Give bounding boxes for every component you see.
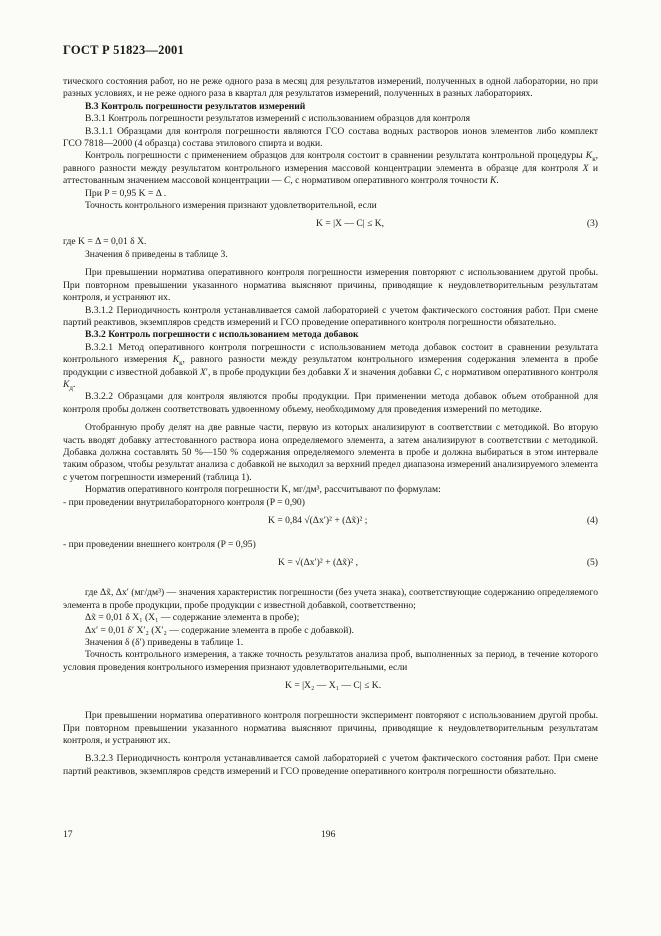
paragraph-b31: В.3.1 Контроль погрешности результатов измерений с использованием образцов для контроля xyxy=(85,113,471,125)
paragraph-exceed-2: При превышении норматива оперативного контроля погрешности эксперимент повторяют с использованием другой пробы. При повторном превышении указанного норматива выясняют причины, приводящие к неудовлетворительным результатам контроля, и устраняют их. xyxy=(63,710,598,747)
equation-5 xyxy=(63,551,598,581)
paragraph-norm: Норматив оперативного контроля погрешности K, мг/дм³, рассчитывают по формулам: xyxy=(85,484,441,496)
paragraph-b311: В.3.1.1 Образцами для контроля погрешности являются ГСО состава водных растворов ионов элементов либо комплект ГСО 7818—2000 (4 образца) состава этилового спирта и водки. xyxy=(63,125,598,150)
equation-6 xyxy=(63,674,598,704)
equation-3-body: K = |X — C| ≤ K, xyxy=(316,218,385,230)
paragraph-b312: В.3.1.2 Периодичность контроля устанавливается самой лабораторией с учетом фактического состояния работ. При смене партий реактивов, экземпляров средств измерений и ГСО проведение оперативного контроля погрешности обязательно. xyxy=(63,304,598,328)
paragraph-external: - при проведении внешнего контроля (P = 0,95) xyxy=(63,539,256,550)
paragraph-values-1: Значения δ приведены в таблице 3. xyxy=(85,248,228,260)
equation-5-body: K = √(Δx′)² + (Δx̃)² , xyxy=(278,557,358,569)
paragraph-b323: В.3.2.3 Периодичность контроля устанавливается самой лабораторией с учетом фактического состояния работ. При смене партий реактивов, экземпляров средств измерений и ГСО проведение оперативного контроля погрешности обязательно. xyxy=(63,753,598,777)
document-body xyxy=(63,76,598,778)
paragraph-exceed-1: При превышении норматива оперативного контроля погрешности измерения повторяют с использованием другой пробы. При повторном превышении указанного норматива выясняют причины, приводящие к неудовлетворительным результатам контроля, и устраняют их. xyxy=(63,267,598,304)
page-number-left: 17 xyxy=(63,829,73,840)
paragraph-accuracy-2: Точность контрольного измерения, а также точность результатов анализа проб, выполненных за период, в течение которого условия проведения контрольного измерения признают удовлетворительными, если xyxy=(63,649,598,673)
paragraph-values-2: Значения δ (δ′) приведены в таблице 1. xyxy=(85,637,244,649)
paragraph-internal: - при проведении внутрилабораторного контроля (P = 0,90) xyxy=(63,496,305,508)
paragraph-where-1: где K = Δ = 0,01 δ X. xyxy=(63,236,147,248)
equation-3 xyxy=(63,212,598,236)
paragraph-continuation: тического состояния работ, но не реже одного раза в месяц для результатов измерений, полученных в одной лаборатории, но при разных условиях, и не реже одного раза в квартал для результатов измерений, полученных в разных лабораториях. xyxy=(63,76,598,100)
standard-header: ГОСТ Р 51823—2001 xyxy=(63,43,184,57)
page-number-center: 196 xyxy=(321,829,336,840)
paragraph-accuracy-1: Точность контрольного измерения признают удовлетворительной, если xyxy=(85,200,377,212)
equation-4-number: (4) xyxy=(586,515,598,526)
equation-5-number: (5) xyxy=(586,557,598,569)
equation-6-body: K = |X₂ — X₁ — C| ≤ K. xyxy=(285,680,382,692)
equation-3-number: (3) xyxy=(586,218,598,230)
section-heading-b32: В.3.2 Контроль погрешности с использованием метода добавок xyxy=(85,329,359,341)
paragraph-sample-split: Отобранную пробу делят на две равные части, первую из которых анализируют в соответствии с методикой. Во вторую часть вводят добавку аттестованного раствора иона определяемого элемента, а затем анализируют в соответствии с методикой. Добавка должна составлять 50 %—150 % содержания определяемого элемента в пробе и должна выбираться в этом интервале таким образом, чтобы результат анализа с добавкой не выходил за верхний предел диапазона измерений анализируемого элемента с учетом погрешности измерений (таблица 1). xyxy=(63,422,598,483)
paragraph-b321: В.3.2.1 Метод оперативного контроля погрешности с использованием метода добавок состоит в сравнении результата контрольного измерения $K_к$, равного разности между результатом контрольного измерения содержания элемента в пробе продукции с известной добавкой X′, в пробе продукции без добавки X и значения добавки C, с нормативом оперативного контроля $K_д$. xyxy=(63,341,598,392)
paragraph-b322: В.3.2.2 Образцами для контроля являются пробы продукции. При применении метода добавок объем отобранной для контроля пробы должен соответствовать удвоенному объему, необходимому для проведения измерений по методике. xyxy=(63,391,598,415)
paragraph-delta-x1: Δx̃ = 0,01 δ X₁ (X₁ — содержание элемента в пробе); xyxy=(85,612,300,624)
equation-4-body: K = 0,84 √(Δx′)² + (Δx̃)² ; xyxy=(268,515,368,526)
paragraph-where-2: где Δx̃, Δx′ (мг/дм³) — значения характеристик погрешности (без учета знака), соответствующие содержанию определяемого элемента в пробе продукции, пробе продукции с известной добавкой, соответственно; xyxy=(63,587,598,611)
paragraph-control-samples: Контроль погрешности с применением образцов для контроля состоит в сравнении результата контрольной процедуры $K_к$, равного разности между результатом контрольного измерения массовой концентрации элемента в образце для контроля X и аттестованным значением массовой концентрации — C, с нормативом оперативного контроля точности K. xyxy=(63,150,598,187)
paragraph-delta-x2: Δx′ = 0,01 δ′ X′₂ (X′₂ — содержание элемента в пробе с добавкой). xyxy=(85,624,354,636)
paragraph-probability: При P = 0,95 K = Δ . xyxy=(85,187,167,199)
equation-4 xyxy=(63,509,598,539)
section-heading-b3: В.3 Контроль погрешности результатов измерений xyxy=(85,100,306,112)
